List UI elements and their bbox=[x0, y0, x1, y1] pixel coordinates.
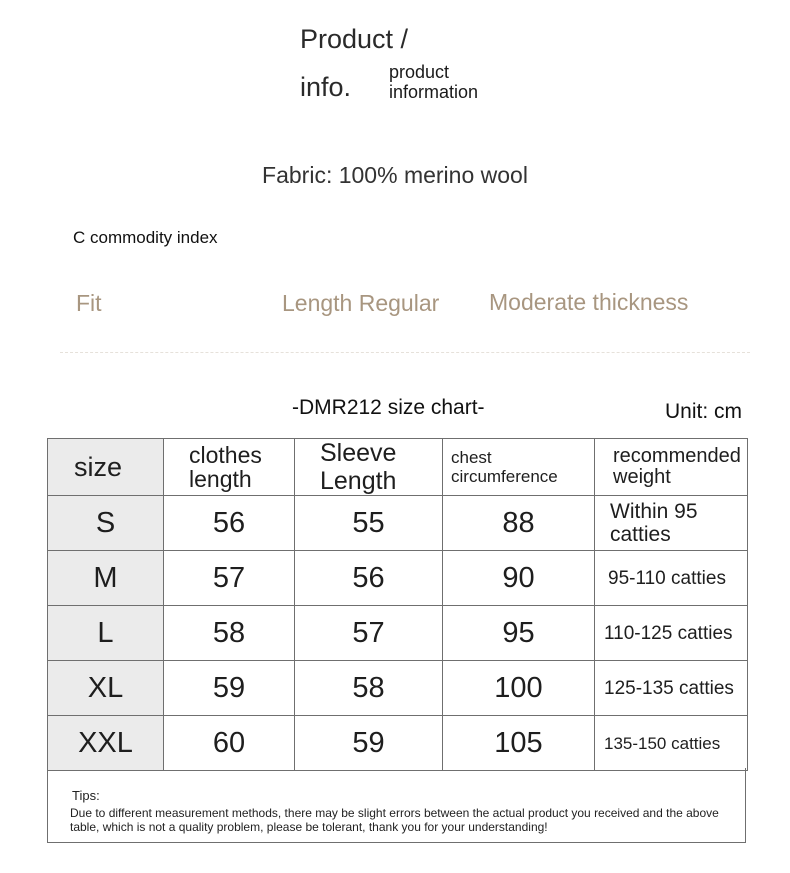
attribute-thickness: Moderate thickness bbox=[489, 289, 689, 315]
header-clothes-length: clothes length bbox=[164, 439, 295, 496]
table-row bbox=[48, 496, 748, 551]
chest-cell: 105 bbox=[443, 716, 595, 771]
size-table bbox=[47, 438, 748, 771]
table-row bbox=[48, 716, 748, 771]
divider bbox=[60, 352, 750, 353]
sleeve-cell: 57 bbox=[295, 606, 443, 661]
size-cell: XXL bbox=[48, 716, 164, 771]
commodity-index-heading: C commodity index bbox=[73, 228, 218, 247]
length-cell: 59 bbox=[164, 661, 295, 716]
sleeve-cell: 56 bbox=[295, 551, 443, 606]
table-row bbox=[48, 551, 748, 606]
chest-cell: 88 bbox=[443, 496, 595, 551]
size-cell: S bbox=[48, 496, 164, 551]
header-size: size bbox=[48, 439, 164, 496]
length-cell: 58 bbox=[164, 606, 295, 661]
page-title: Product / bbox=[300, 24, 409, 54]
header-recommended-weight: recommended weight bbox=[595, 439, 748, 496]
table-row bbox=[48, 661, 748, 716]
length-cell: 60 bbox=[164, 716, 295, 771]
length-cell: 57 bbox=[164, 551, 295, 606]
page-subtitle: product information bbox=[389, 62, 479, 102]
chest-cell: 90 bbox=[443, 551, 595, 606]
size-cell: XL bbox=[48, 661, 164, 716]
size-cell: M bbox=[48, 551, 164, 606]
table-row bbox=[48, 606, 748, 661]
weight-cell: 125-135 catties bbox=[595, 661, 748, 716]
chest-cell: 100 bbox=[443, 661, 595, 716]
page-title-line2: info. bbox=[300, 72, 352, 102]
header-sleeve-length: Sleeve Length bbox=[295, 439, 443, 496]
sleeve-cell: 55 bbox=[295, 496, 443, 551]
size-chart-title: -DMR212 size chart- bbox=[292, 396, 485, 419]
tips-text: Due to different measurement methods, there may be slight errors between the actual product you received and the above table, which is not a quality problem, please be tolerant, thank you for your understanding! bbox=[70, 806, 719, 834]
attribute-length: Length Regular bbox=[282, 290, 440, 316]
header-chest-circumference: chest circumference bbox=[443, 439, 595, 496]
size-cell: L bbox=[48, 606, 164, 661]
weight-cell: 135-150 catties bbox=[595, 716, 748, 771]
tips-label: Tips: bbox=[72, 788, 100, 803]
fabric-info: Fabric: 100% merino wool bbox=[262, 162, 528, 188]
attribute-fit: Fit bbox=[76, 290, 102, 316]
chest-cell: 95 bbox=[443, 606, 595, 661]
unit-label: Unit: cm bbox=[665, 400, 743, 423]
sleeve-cell: 58 bbox=[295, 661, 443, 716]
weight-cell: 95-110 catties bbox=[595, 551, 748, 606]
table-header-row bbox=[48, 439, 748, 496]
weight-cell: 110-125 catties bbox=[595, 606, 748, 661]
weight-cell: Within 95 catties bbox=[595, 496, 748, 551]
sleeve-cell: 59 bbox=[295, 716, 443, 771]
length-cell: 56 bbox=[164, 496, 295, 551]
